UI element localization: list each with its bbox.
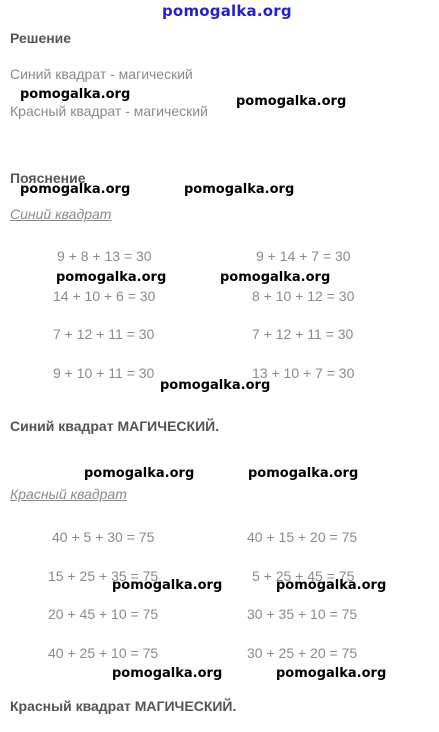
solution-line-blue: Синий квадрат - магический: [10, 66, 193, 82]
red-col-1: 40 + 15 + 20 = 75: [247, 529, 358, 545]
blue-row-1: 9 + 8 + 13 = 30: [57, 248, 152, 264]
watermark: pomogalka.org: [276, 666, 387, 681]
blue-col-1: 9 + 14 + 7 = 30: [256, 248, 351, 264]
red-col-2: 5 + 25 + 45 = 75: [252, 568, 355, 584]
blue-col-4: 13 + 10 + 7 = 30: [252, 365, 355, 381]
red-row-2: 15 + 25 + 35 = 75: [48, 568, 159, 584]
red-conclusion: Красный квадрат МАГИЧЕСКИЙ.: [10, 698, 237, 714]
blue-row-2: 14 + 10 + 6 = 30: [53, 288, 156, 304]
blue-col-2: 8 + 10 + 12 = 30: [252, 288, 355, 304]
watermark: pomogalka.org: [56, 270, 167, 285]
solution-line-red: Красный квадрат - магический: [10, 103, 208, 119]
watermark: pomogalka.org: [112, 578, 223, 593]
red-row-3: 20 + 45 + 10 = 75: [48, 606, 159, 622]
explanation-title: Пояснение: [10, 170, 86, 186]
watermark: pomogalka.org: [20, 182, 131, 197]
watermark: pomogalka.org: [220, 270, 331, 285]
site-watermark-header: pomogalka.org: [162, 2, 292, 20]
watermark: pomogalka.org: [112, 666, 223, 681]
watermark: pomogalka.org: [236, 94, 347, 109]
red-square-title: Красный квадрат: [10, 486, 127, 502]
watermark: pomogalka.org: [184, 182, 295, 197]
blue-row-3: 7 + 12 + 11 = 30: [53, 326, 155, 342]
blue-conclusion: Синий квадрат МАГИЧЕСКИЙ.: [10, 418, 220, 434]
watermark: pomogalka.org: [84, 466, 195, 481]
red-col-4: 30 + 25 + 20 = 75: [247, 645, 358, 661]
red-row-1: 40 + 5 + 30 = 75: [52, 529, 155, 545]
watermark: pomogalka.org: [248, 466, 359, 481]
red-row-4: 40 + 25 + 10 = 75: [48, 645, 159, 661]
watermark: pomogalka.org: [160, 378, 271, 393]
watermark: pomogalka.org: [20, 87, 131, 102]
solution-title: Решение: [10, 30, 72, 46]
red-col-3: 30 + 35 + 10 = 75: [247, 606, 358, 622]
blue-col-3: 7 + 12 + 11 = 30: [252, 326, 354, 342]
watermark: pomogalka.org: [276, 578, 387, 593]
blue-row-4: 9 + 10 + 11 = 30: [53, 365, 155, 381]
blue-square-title: Синий квадрат: [10, 206, 112, 222]
